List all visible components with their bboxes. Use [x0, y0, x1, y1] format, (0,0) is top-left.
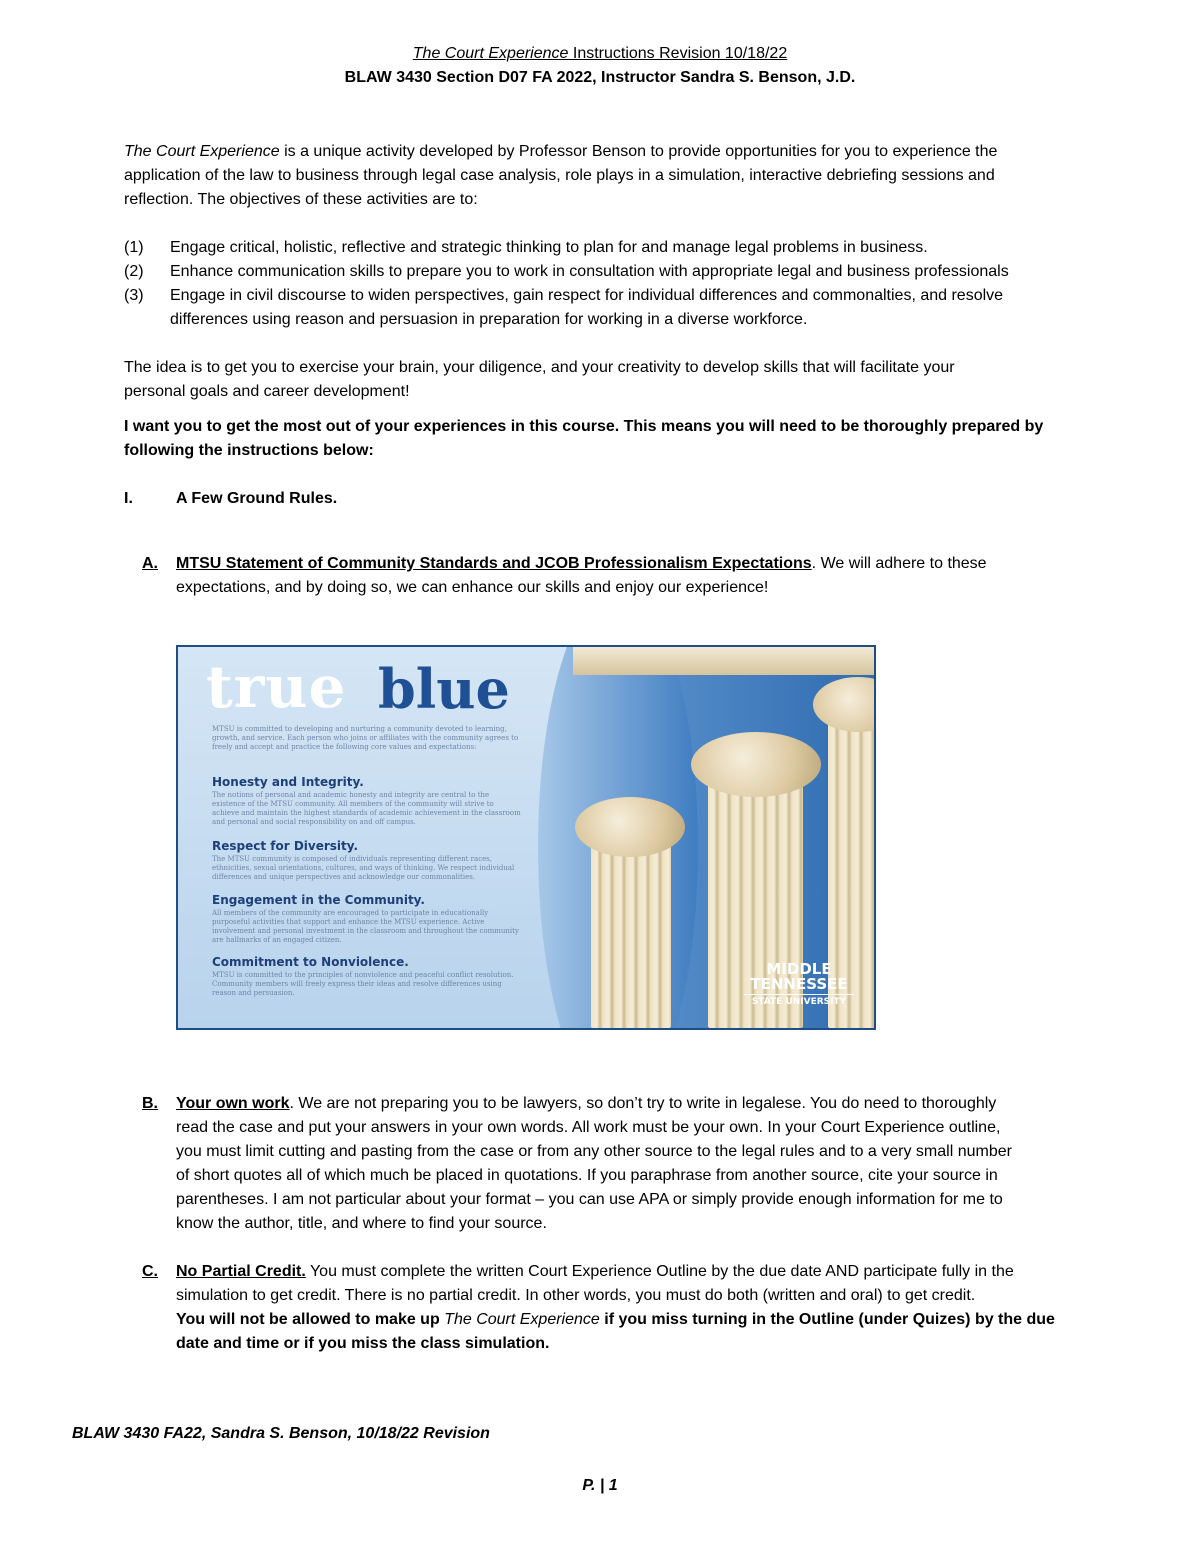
item-c-l3-italic: The Court Experience: [444, 1311, 600, 1328]
item-a-letter: A.: [142, 555, 158, 572]
logo-line-1: MIDDLE: [766, 960, 832, 978]
logo-line-2: TENNESSEE: [750, 975, 848, 993]
item-b-letter: B.: [142, 1095, 158, 1112]
title-rest: Instructions Revision 10/18/22: [568, 45, 788, 62]
poster-text-2: The MTSU community is composed of individuals representing different races, ethnicities, sexual orientations, cultures, and ways of thinking. We respect individual differences and unique perspectives and acknowledge our commonalities.: [212, 855, 515, 881]
intro-line-3: reflection. The objectives of these activities are to:: [124, 191, 478, 208]
item-c-l3-post: if you miss turning in the Outline (under Quizes) by the due: [599, 1311, 1055, 1328]
poster-heading-3: Engagement in the Community.: [212, 893, 425, 907]
poster-text-3: All members of the community are encouraged to participate in educationally purposeful activities that support and enhance the MTSU experience. Active involvement and personal investment in the classroom and throughout the community are hallmarks of an engaged citizen.: [212, 909, 519, 944]
item-c-line-1: [176, 1260, 1014, 1284]
item-c-line-4: date and time or if you miss the class simulation.: [176, 1335, 550, 1352]
item-c-line-2: simulation to get credit. There is no partial credit. In other words, you must do both (written and oral) to get credit.: [176, 1287, 976, 1304]
true-blue-poster-image: [176, 645, 876, 1030]
document-title: [0, 42, 1200, 66]
column-3-capital: [813, 677, 876, 732]
item-b-line-5: parentheses. I am not particular about your format – you can use APA or simply provide enough information for me to: [176, 1191, 1003, 1208]
item-a-rest: . We will adhere to these: [811, 555, 987, 572]
intro-text: is a unique activity developed by Professor Benson to provide opportunities for you to experience the: [279, 143, 998, 160]
item-b-line-1: [176, 1092, 996, 1116]
item-a-line-1: [176, 552, 987, 576]
poster-heading-2: Respect for Diversity.: [212, 839, 359, 853]
column-1: [591, 838, 671, 1028]
idea-line-2: personal goals and career development!: [124, 383, 410, 400]
objective-3-num: (3): [124, 287, 144, 304]
poster-title-true: true: [206, 653, 347, 721]
item-b-line-3: you must limit cutting and pasting from the case or from any other source to the legal rules and to a very small number: [176, 1143, 1012, 1160]
objective-1-text: Engage critical, holistic, reflective and strategic thinking to plan for and manage legal problems in business.: [170, 239, 928, 256]
section-1-title: A Few Ground Rules.: [176, 490, 338, 507]
item-b-title: Your own work: [176, 1095, 290, 1112]
objective-1-num: (1): [124, 239, 144, 256]
item-a-line-2: expectations, and by doing so, we can enhance our skills and enjoy our experience!: [176, 579, 769, 596]
poster-heading-4: Commitment to Nonviolence.: [212, 955, 409, 969]
item-c-title: No Partial Credit.: [176, 1263, 306, 1280]
poster-heading-1: Honesty and Integrity.: [212, 775, 364, 789]
mtsu-logo: [744, 962, 854, 1010]
poster-title-blue: blue: [378, 657, 510, 721]
poster-entablature: [573, 647, 876, 675]
section-1-num: I.: [124, 490, 133, 507]
item-b-line-2: read the case and put your answers in your own words. All work must be your own. In your Court Experience outline,: [176, 1119, 1001, 1136]
column-1-capital: [575, 797, 685, 857]
title-italic: The Court Experience: [412, 45, 569, 62]
objective-3-text-2: differences using reason and persuasion in preparation for working in a diverse workforce.: [170, 311, 808, 328]
intro-line-2: application of the law to business through legal case analysis, role plays in a simulation, interactive debriefing sessions and: [124, 167, 995, 184]
objective-2-num: (2): [124, 263, 144, 280]
item-c-l3-pre: You will not be allowed to make up: [176, 1311, 445, 1328]
item-b-line-6: know the author, title, and where to find your source.: [176, 1215, 547, 1232]
idea-line-1: The idea is to get you to exercise your brain, your diligence, and your creativity to develop skills that will facilitate your: [124, 359, 955, 376]
document-subtitle: BLAW 3430 Section D07 FA 2022, Instructor Sandra S. Benson, J.D.: [344, 69, 856, 86]
intro-line-1: [124, 140, 997, 164]
item-b-rest: . We are not preparing you to be lawyers, so don’t try to write in legalese. You do need to thoroughly: [289, 1095, 997, 1112]
poster-text-4: MTSU is committed to the principles of nonviolence and peaceful conflict resolution. Community members will freely express their ideas and resolve differences using reason and persuasion.: [212, 971, 514, 997]
want-line-1: I want you to get the most out of your experiences in this course. This means you will need to be thoroughly prepared by: [124, 418, 1044, 435]
logo-line-3: STATE UNIVERSITY: [744, 994, 854, 1010]
column-2-capital: [691, 732, 821, 797]
item-b-line-4: of short quotes all of which much be placed in quotations. If you paraphrase from another source, cite your source in: [176, 1167, 998, 1184]
page-number: P. | 1: [582, 1477, 618, 1494]
item-a-title: MTSU Statement of Community Standards and JCOB Professionalism Expectations: [176, 555, 812, 572]
want-line-2: following the instructions below:: [124, 442, 374, 459]
footer-text: BLAW 3430 FA22, Sandra S. Benson, 10/18/22 Revision: [72, 1425, 490, 1442]
item-c-letter: C.: [142, 1263, 158, 1280]
intro-italic: The Court Experience: [124, 143, 280, 160]
poster-text-1: The notions of personal and academic honesty and integrity are central to the existence of the MTSU community. All members of the community will strive to achieve and maintain the highest standards of academic achievement in the classroom and personal and social responsibility on and off campus.: [212, 791, 521, 826]
item-c-rest: You must complete the written Court Experience Outline by the due date AND participate fully in the: [305, 1263, 1014, 1280]
item-c-line-3: [176, 1308, 1055, 1332]
objective-3-text-1: Engage in civil discourse to widen perspectives, gain respect for individual differences and commonalties, and resolve: [170, 287, 1004, 304]
objective-2-text: Enhance communication skills to prepare you to work in consultation with appropriate legal and business professionals: [170, 263, 1009, 280]
poster-intro: MTSU is committed to developing and nurturing a community devoted to learning, growth, and service. Each person who joins or affiliates with the community agrees to freely and accept and practice the following core values and expectations:: [212, 725, 519, 751]
